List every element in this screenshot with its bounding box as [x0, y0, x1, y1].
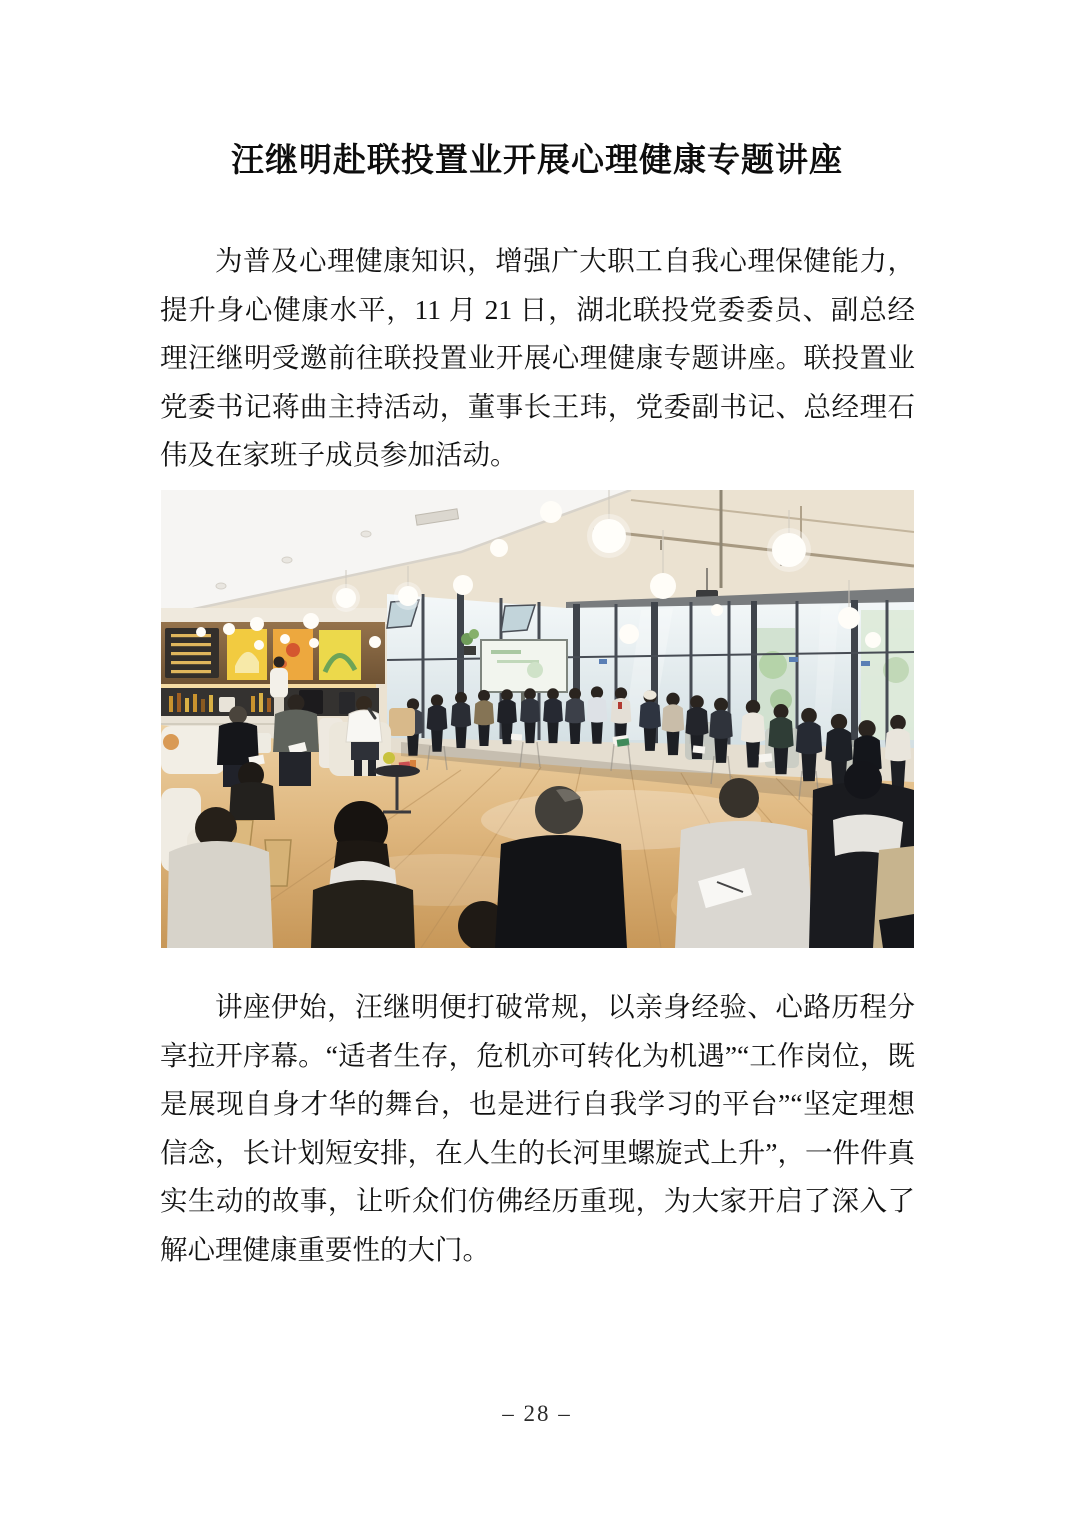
page-number: – 28 –	[502, 1401, 572, 1426]
paragraph-2: 讲座伊始，汪继明便打破常规，以亲身经验、心路历程分享拉开序幕。“适者生存，危机亦可转化为机遇”“工作岗位，既是展现自身才华的舞台，也是进行自我学习的平台”“坚定理想信念，长计划短安排，在人生的长河里螺旋式上升”，一件件真实生动的故事，让听众们仿佛经历重现，为大家开启了深入了解心理健康重要性的大门。	[160, 991, 915, 1265]
event-photo-illustration	[161, 490, 914, 948]
event-photo	[161, 490, 914, 948]
paragraph-1: 为普及心理健康知识，增强广大职工自我心理保健能力，提升身心健康水平，11 月 21 日，湖北联投党委委员、副总经理汪继明受邀前往联投置业开展心理健康专题讲座。联投置业党委书记蒋曲主持活动，董事长王玮，党委副书记、总经理石伟及在家班子成员参加活动。	[160, 245, 915, 470]
article-title: 汪继明赴联投置业开展心理健康专题讲座	[231, 143, 843, 179]
